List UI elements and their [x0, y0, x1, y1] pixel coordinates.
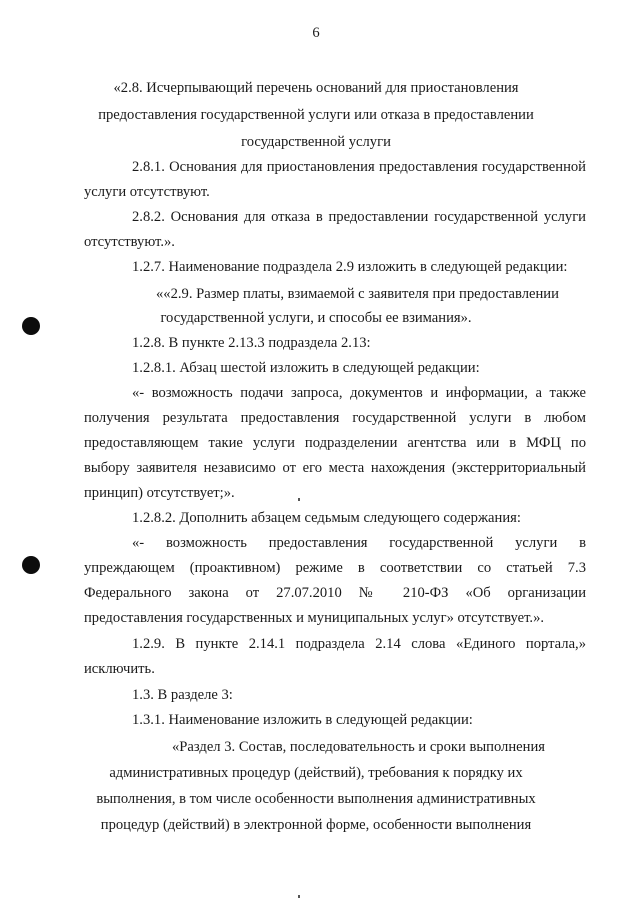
paragraph-1-3-1: 1.3.1. Наименование изложить в следующей редакции: [132, 712, 473, 728]
paragraph-1-2-7: 1.2.7. Наименование подраздела 2.9 изложить в следующей редакции: [132, 259, 568, 275]
heading-2-8-line-3: государственной услуги [241, 134, 391, 150]
heading-section-3-line-2: административных процедур (действий), требования к порядку их [109, 765, 523, 781]
scan-speck [298, 895, 300, 898]
paragraph-1-2-9-line-2: исключить. [84, 661, 155, 677]
quote-2-line-1: «- возможность предоставления государственной услуги в [132, 535, 586, 551]
quote-2-line-2: упреждающем (проактивном) режиме в соответствии со статьей 7.3 [84, 560, 586, 576]
heading-section-3-line-3: выполнения, в том числе особенности выполнения административных [96, 791, 536, 807]
paragraph-1-2-8: 1.2.8. В пункте 2.13.3 подраздела 2.13: [132, 335, 371, 351]
punch-hole-top [22, 317, 40, 335]
heading-2-9-line-2: государственной услуги, и способы ее взимания». [160, 310, 472, 326]
paragraph-1-2-9-line-1: 1.2.9. В пункте 2.14.1 подраздела 2.14 слова «Единого портала,» [132, 636, 586, 652]
paragraph-1-2-8-2: 1.2.8.2. Дополнить абзацем седьмым следующего содержания: [132, 510, 521, 526]
paragraph-2-8-2-line-2: отсутствуют.». [84, 234, 175, 250]
quote-1-line-2: получения результата предоставления государственной услуги в любом [84, 410, 586, 426]
heading-2-8-line-1: «2.8. Исчерпывающий перечень оснований для приостановления [113, 80, 519, 96]
quote-1-line-1: «- возможность подачи запроса, документов и информации, а также [132, 385, 586, 401]
quote-1-line-4: выбору заявителя независимо от его места нахождения (экстерриториальный [84, 460, 586, 476]
quote-1-line-5: принцип) отсутствует;». [84, 485, 235, 501]
quote-2-line-4: предоставления государственных и муниципальных услуг» отсутствует.». [84, 610, 545, 626]
page-number: 6 [312, 25, 320, 41]
heading-2-8-line-2: предоставления государственной услуги или отказа в предоставлении [98, 107, 534, 123]
paragraph-2-8-1-line-2: услуги отсутствуют. [84, 184, 210, 200]
quote-2-line-3: Федерального закона от 27.07.2010 № 210-ФЗ «Об организации [84, 585, 586, 601]
paragraph-1-3: 1.3. В разделе 3: [132, 687, 233, 703]
heading-section-3-line-4: процедур (действий) в электронной форме, особенности выполнения [100, 817, 532, 833]
scan-speck [298, 498, 300, 501]
punch-hole-bottom [22, 556, 40, 574]
paragraph-1-2-8-1: 1.2.8.1. Абзац шестой изложить в следующей редакции: [132, 360, 480, 376]
paragraph-2-8-1-line-1: 2.8.1. Основания для приостановления предоставления государственной [132, 159, 586, 175]
paragraph-2-8-2-line-1: 2.8.2. Основания для отказа в предоставлении государственной услуги [132, 209, 586, 225]
heading-section-3-line-1: «Раздел 3. Состав, последовательность и сроки выполнения [172, 739, 545, 755]
heading-2-9-line-1: ««2.9. Размер платы, взимаемой с заявителя при предоставлении [156, 286, 559, 302]
quote-1-line-3: предоставляющем такие услуги подразделении агентства или в МФЦ по [84, 435, 586, 451]
